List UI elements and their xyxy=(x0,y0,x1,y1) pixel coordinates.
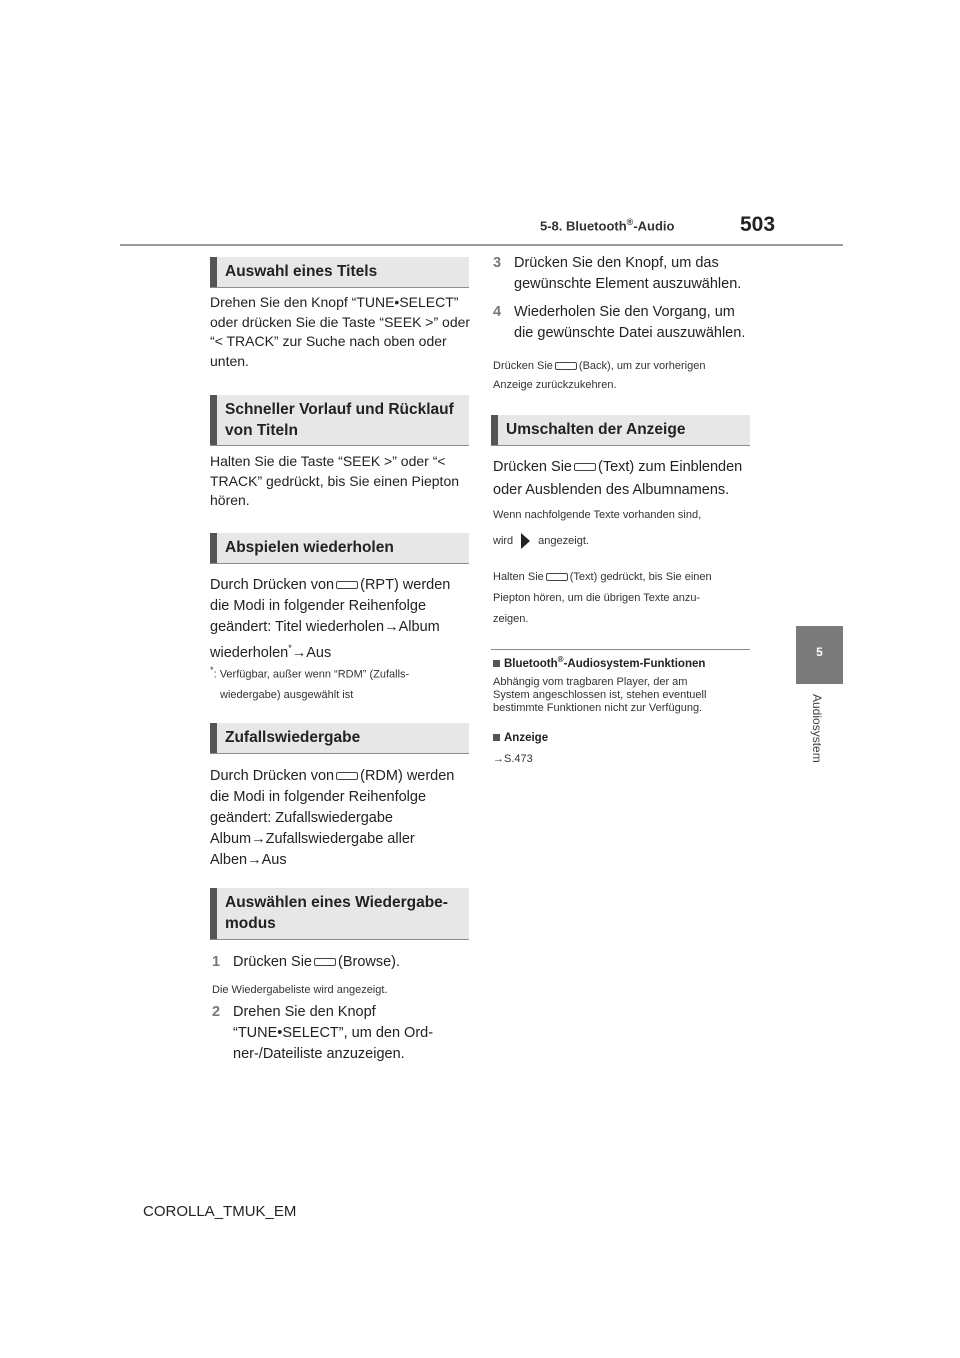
text-button-icon-2 xyxy=(546,573,568,581)
step-1: 1 Drücken Sie (Browse). xyxy=(212,954,401,970)
rpt-button-icon xyxy=(336,581,358,589)
footnote-rdm: *: Verfügbar, außer wenn “RDM” (Zufalls- wiedergabe) ausgewählt ist xyxy=(210,665,410,701)
anzeige-reference-link[interactable]: →S.473 xyxy=(493,753,533,765)
section-text-auswahl: Drehen Sie den Knopf “TUNE•SELECT” oder drücken Sie die Taste “SEEK >” oder “< TRACK” zur Suche nach oben oder unten. xyxy=(210,294,471,369)
section-text-vorlauf: Halten Sie die Taste “SEEK >” oder “< TRACK” gedrückt, bis Sie einen Piepton hören. xyxy=(210,453,460,508)
section-heading-wiederholen: Abspielen wiederholen xyxy=(210,533,469,564)
header-rule xyxy=(120,244,843,246)
note-text-hold: Halten Sie (Text) gedrückt, bis Sie einen Piepton hören, um die übrigen Texte anzu- zeigen. xyxy=(493,571,712,625)
chapter-tab-label: Audiosystem xyxy=(810,694,824,763)
section-heading-zufall: Zufallswiedergabe xyxy=(210,723,469,754)
chapter-title: 5-8. Bluetooth®-Audio xyxy=(540,217,675,234)
separator-line xyxy=(491,649,750,650)
step-4: 4 Wiederholen Sie den Vorgang, um die gewünschte Datei auszuwählen. xyxy=(493,304,746,341)
section-text-zufall: Durch Drücken von (RDM) werden die Modi in folgender Reihenfolge geändert: Zufallswiedergabe Album→Zufallswiedergabe aller Alben→Aus xyxy=(210,768,455,868)
page-number: 503 xyxy=(740,213,776,236)
bt-functions-text: Abhängig vom tragbaren Player, der am System angeschlossen ist, stehen eventuell bestimmte Funktionen nicht zur Verfügung. xyxy=(493,676,707,714)
browse-button-icon xyxy=(314,958,336,966)
back-note: Drücken Sie (Back), um zur vorherigen Anzeige zurückzukehren. xyxy=(493,360,706,391)
bullet-square-icon xyxy=(493,660,500,667)
back-button-icon xyxy=(555,362,577,370)
step-1-note: Die Wiedergabeliste wird angezeigt. xyxy=(212,984,388,996)
anzeige-heading: Anzeige xyxy=(493,732,548,744)
rdm-button-icon xyxy=(336,772,358,780)
document-footer: COROLLA_TMUK_EM xyxy=(143,1203,297,1220)
section-text-anzeige: Drücken Sie (Text) zum Einblenden oder Ausblenden des Albumnamens. xyxy=(493,459,743,498)
note-more-text: Wenn nachfolgende Texte vorhanden sind, wird angezeigt. xyxy=(493,506,755,550)
bullet-square-icon xyxy=(493,734,500,741)
section-text-wiederholen: Durch Drücken von (RPT) werden die Modi in folgender Reihenfolge geändert: Titel wiederholen→Album wiederholen*→Aus xyxy=(210,577,451,661)
chapter-tab-number: 5 xyxy=(816,645,823,659)
bt-functions-heading: Bluetooth®-Audiosystem-Funktionen xyxy=(493,655,705,670)
text-button-icon xyxy=(574,463,596,471)
section-heading-vorlauf: Schneller Vorlauf und Rücklauf von Titeln xyxy=(210,395,469,446)
section-heading-modus: Auswählen eines Wiedergabe- modus xyxy=(210,888,469,940)
step-3: 3 Drücken Sie den Knopf, um das gewünschte Element auszuwählen. xyxy=(493,255,742,292)
section-heading-auswahl: Auswahl eines Titels xyxy=(210,257,469,288)
step-2: 2 Drehen Sie den Knopf “TUNE•SELECT”, um den Ord- ner-/Dateiliste anzuzeigen. xyxy=(212,1004,434,1062)
section-heading-anzeige: Umschalten der Anzeige xyxy=(491,415,750,446)
more-text-arrow-icon xyxy=(521,533,530,549)
